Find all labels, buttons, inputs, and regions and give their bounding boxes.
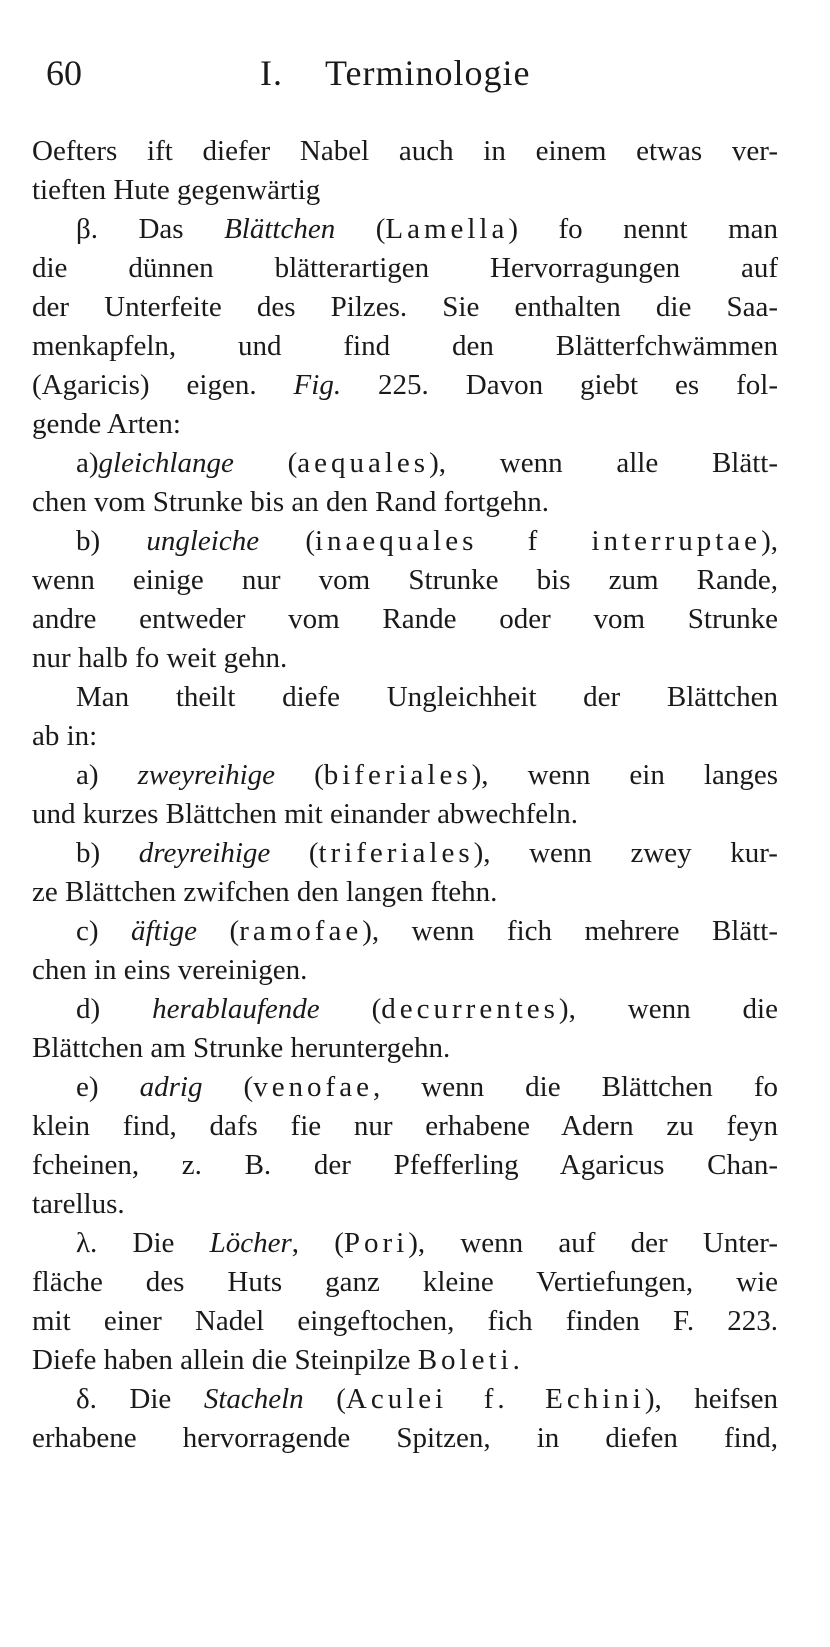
italic-term: dreyreihige — [138, 837, 271, 869]
text-run: tieften Hute gegenwärtig — [32, 174, 321, 206]
text-run: andre entweder vom Rande oder vom Strunke — [32, 603, 778, 635]
italic-term: Löcher — [209, 1227, 292, 1259]
text-run: ze Blättchen zwifchen den langen ftehn. — [32, 876, 498, 908]
text-line — [32, 990, 778, 1029]
text-line — [32, 132, 778, 171]
text-run: erhabene hervorragende Spitzen, in diefen find, — [32, 1422, 778, 1454]
text-run: chen in eins vereinigen. — [32, 954, 308, 986]
latin-term: triferiales — [318, 837, 474, 869]
text-line — [32, 873, 778, 912]
latin-term: decurrentes — [381, 993, 559, 1025]
text-run: , ( — [291, 1227, 344, 1259]
text-run: ), wenn zwey kur- — [473, 837, 778, 869]
text-line — [32, 561, 778, 600]
text-line — [32, 1341, 778, 1380]
text-line — [32, 1224, 778, 1263]
text-run: c) — [76, 915, 132, 947]
text-run: a) — [76, 447, 99, 479]
text-line — [32, 1263, 778, 1302]
text-run: ( — [197, 915, 240, 947]
text-run: d) — [76, 993, 153, 1025]
text-line — [32, 834, 778, 873]
latin-term: biferiales — [323, 759, 472, 791]
text-line — [32, 756, 778, 795]
text-run: Man theilt diefe Ungleichheit der Blättchen — [76, 681, 778, 713]
page-header — [46, 52, 786, 100]
text-run: der Unterfeite des Pilzes. Sie enthalten die Saa- — [32, 291, 778, 323]
text-line — [32, 1380, 778, 1419]
text-run: menkapfeln, und find den Blätterfchwämmen — [32, 330, 778, 362]
text-run: und kurzes Blättchen mit einander abwechfeln. — [32, 798, 578, 830]
latin-term: inaequales f interruptae — [314, 525, 762, 557]
page-number: 60 — [46, 53, 82, 93]
italic-term: Fig. — [293, 369, 342, 401]
text-run: β. Das — [76, 213, 225, 245]
text-run: ), wenn alle Blätt- — [429, 447, 778, 479]
text-line — [32, 678, 778, 717]
text-run: mit einer Nadel eingeftochen, fich finden F. 223. — [32, 1305, 778, 1337]
text-line — [32, 366, 778, 405]
text-run: λ. Die — [76, 1227, 210, 1259]
text-run: die dünnen blätterartigen Hervorragungen auf — [32, 252, 778, 284]
text-run: nur halb fo weit gehn. — [32, 642, 288, 674]
text-run: klein find, dafs fie nur erhabene Adern zu feyn — [32, 1110, 778, 1142]
text-line — [32, 1419, 778, 1458]
text-run: ( — [319, 993, 382, 1025]
text-run: b) — [76, 525, 147, 557]
text-line — [32, 444, 778, 483]
text-run: chen vom Strunke bis an den Rand fortgehn. — [32, 486, 550, 518]
text-run: ), wenn auf der Unter- — [408, 1227, 778, 1259]
text-run: gende Arten: — [32, 408, 181, 440]
latin-term: Aculei f. Echini — [345, 1383, 645, 1415]
text-line — [32, 171, 778, 210]
text-line — [32, 327, 778, 366]
text-run: ( — [335, 213, 386, 245]
text-run: ), wenn fich mehrere Blätt- — [362, 915, 778, 947]
body-text — [32, 132, 778, 1458]
latin-term: Boleti — [417, 1344, 513, 1376]
text-run: b) — [76, 837, 139, 869]
text-run: ), wenn die — [558, 993, 778, 1025]
text-line — [32, 717, 778, 756]
text-run: . — [512, 1344, 520, 1376]
latin-term: venofae — [253, 1071, 373, 1103]
text-line — [32, 1185, 778, 1224]
text-line — [32, 639, 778, 678]
section-number: I. — [260, 53, 283, 93]
latin-term: Lamella — [385, 213, 509, 245]
text-line — [32, 795, 778, 834]
text-line — [32, 1068, 778, 1107]
text-run: ( — [303, 1383, 346, 1415]
text-run: ( — [259, 525, 315, 557]
text-run: (Agaricis) eigen. — [32, 369, 294, 401]
text-run: 225. Davon giebt es fol- — [341, 369, 778, 401]
italic-term: Stacheln — [203, 1383, 304, 1415]
italic-term: ungleiche — [146, 525, 260, 557]
text-line — [32, 1107, 778, 1146]
text-run: ( — [202, 1071, 254, 1103]
italic-term: adrig — [139, 1071, 203, 1103]
text-line — [32, 522, 778, 561]
text-line — [32, 1029, 778, 1068]
italic-term: äftige — [131, 915, 198, 947]
text-line — [32, 951, 778, 990]
text-line — [32, 210, 778, 249]
text-line — [32, 912, 778, 951]
text-run: ( — [275, 759, 324, 791]
italic-term: Blättchen — [224, 213, 336, 245]
italic-term: herablaufende — [152, 993, 320, 1025]
text-run: , wenn die Blättchen fo — [372, 1071, 779, 1103]
text-line — [32, 249, 778, 288]
italic-term: gleichlange — [98, 447, 234, 479]
text-run: ab in: — [32, 720, 98, 752]
text-run: ), — [761, 525, 778, 557]
text-run: ( — [233, 447, 298, 479]
text-line — [32, 288, 778, 327]
text-run: wenn einige nur vom Strunke bis zum Rande, — [32, 564, 778, 596]
section-title: Terminologie — [325, 53, 531, 93]
text-line — [32, 600, 778, 639]
text-run: ( — [270, 837, 319, 869]
text-run: fcheinen, z. B. der Pfefferling Agaricus Chan- — [32, 1149, 778, 1181]
text-run: Blättchen am Strunke heruntergehn. — [32, 1032, 451, 1064]
latin-term: aequales — [297, 447, 430, 479]
italic-term: zweyreihige — [137, 759, 276, 791]
text-run: tarellus. — [32, 1188, 125, 1220]
text-run: a) — [76, 759, 138, 791]
text-run: ) fo nennt man — [508, 213, 778, 245]
latin-term: Pori — [343, 1227, 409, 1259]
text-run: ), wenn ein langes — [471, 759, 778, 791]
running-head — [260, 52, 530, 94]
text-run: Diefe haben allein die Steinpilze — [32, 1344, 418, 1376]
text-run: e) — [76, 1071, 140, 1103]
text-run: Oefters ift diefer Nabel auch in einem etwas ver- — [32, 135, 778, 167]
text-line — [32, 483, 778, 522]
text-line — [32, 405, 778, 444]
text-run: ), heifsen — [644, 1383, 778, 1415]
latin-term: ramofae — [239, 915, 363, 947]
text-line — [32, 1146, 778, 1185]
text-run: δ. Die — [76, 1383, 204, 1415]
text-run: fläche des Huts ganz kleine Vertiefungen, wie — [32, 1266, 778, 1298]
text-line — [32, 1302, 778, 1341]
